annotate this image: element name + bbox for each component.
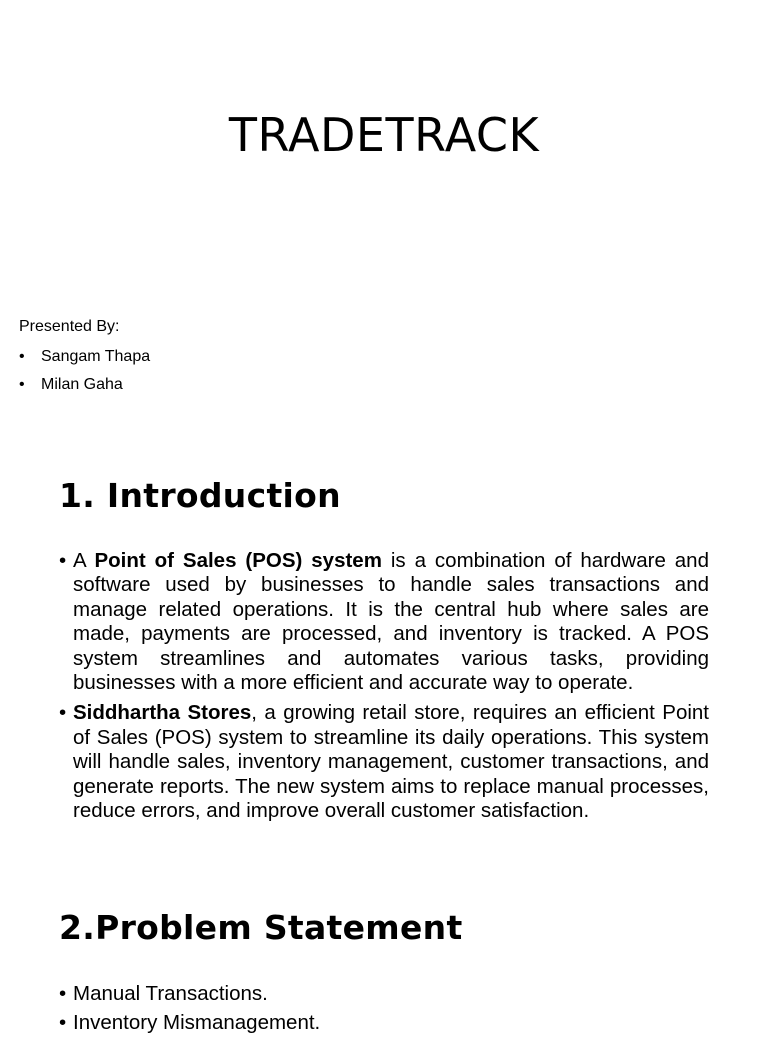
introduction-heading: 1. Introduction xyxy=(59,476,341,515)
bullet-bold-text: Siddhartha Stores xyxy=(73,701,252,725)
presenter-list xyxy=(19,343,150,399)
problem-statement-heading: 2.Problem Statement xyxy=(59,908,463,947)
presentation-title: TRADETRACK xyxy=(228,108,540,162)
problem-statement-slide xyxy=(0,872,768,1035)
introduction-slide xyxy=(0,432,768,872)
problem-statement-bullets xyxy=(59,982,709,1041)
presenter-item: • Milan Gaha xyxy=(19,371,150,399)
introduction-bullets xyxy=(59,549,709,829)
bullet-item: • Manual Transactions. xyxy=(59,982,709,1006)
bullet-item xyxy=(59,549,709,695)
bullet-bold-text: Point of Sales (POS) system xyxy=(94,549,382,572)
presented-by-label: Presented By: xyxy=(19,318,120,335)
bullet-item: • Inventory Mismanagement. xyxy=(59,1011,709,1035)
bullet-text: is a combination of hardware and software used by businesses to handle sales transactions and manage related operations. It is the central hub where sales are made, payments are processed, and inventory is tracked. A POS system streamlines and automates various tasks, providing businesses with a more efficient and accurate way to operate. xyxy=(73,549,709,695)
presenters-block xyxy=(19,315,150,399)
title-slide xyxy=(0,0,768,432)
presenter-item: • Sangam Thapa xyxy=(19,343,150,371)
bullet-text: , a growing retail store, requires an efficient Point of Sales (POS) system to streamline its daily operations. This system will handle sales, inventory management, customer transactions, and generate reports. The new system aims to replace manual processes, reduce errors, and improve overall customer satisfaction. xyxy=(73,701,709,823)
bullet-item xyxy=(59,701,709,823)
bullet-text: A xyxy=(73,549,95,572)
